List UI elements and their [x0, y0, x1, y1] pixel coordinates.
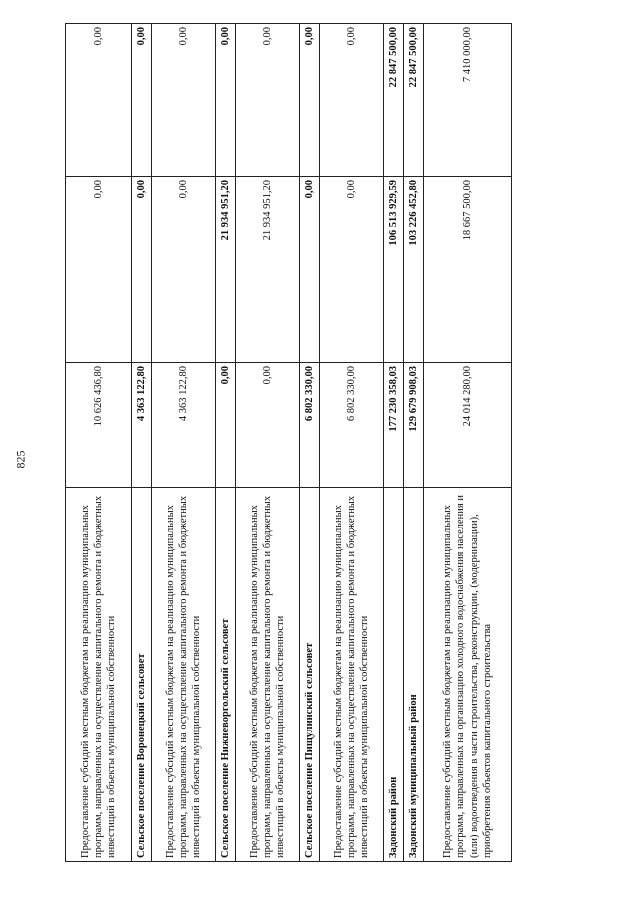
row-label: Сельское поселение Нижневоргольский сельсовет — [216, 488, 236, 862]
value-col-2: 103 226 452,80 — [404, 177, 424, 363]
value-col-2: 0,00 — [320, 177, 384, 363]
row-label: Предоставление субсидий местным бюджетам на реализацию муниципальных программ, направленных на осуществление капитального ремонта и бюджетных инвестиций в объекты муниципальной собственности — [320, 488, 384, 862]
value-col-1: 0,00 — [236, 363, 300, 488]
value-col-2: 21 934 951,20 — [236, 177, 300, 363]
value-col-2: 0,00 — [132, 177, 152, 363]
value-col-3: 0,00 — [320, 24, 384, 177]
value-col-2: 18 667 500,00 — [424, 177, 512, 363]
row-label: Предоставление субсидий местным бюджетам на реализацию муниципальных программ, направленных на осуществление капитального ремонта и бюджетных инвестиций в объекты муниципальной собственности — [152, 488, 216, 862]
value-col-3: 0,00 — [236, 24, 300, 177]
value-col-1: 24 014 280,00 — [424, 363, 512, 488]
table-row — [66, 24, 132, 862]
value-col-3: 0,00 — [152, 24, 216, 177]
page-number: 825 — [13, 450, 28, 469]
value-col-2: 0,00 — [66, 177, 132, 363]
value-col-2: 0,00 — [152, 177, 216, 363]
table-row — [152, 24, 216, 862]
row-label: Предоставление субсидий местным бюджетам на реализацию муниципальных программ, направленных на осуществление капитального ремонта и бюджетных инвестиций в объекты муниципальной собственности — [66, 488, 132, 862]
table-row — [320, 24, 384, 862]
value-col-3: 0,00 — [300, 24, 320, 177]
row-label: Задонский муниципальный район — [404, 488, 424, 862]
value-col-1: 6 802 330,00 — [300, 363, 320, 488]
table-row — [384, 24, 404, 862]
budget-table-rotated — [65, 24, 511, 862]
value-col-2: 0,00 — [300, 177, 320, 363]
table-row — [424, 24, 512, 862]
value-col-1: 4 363 122,80 — [152, 363, 216, 488]
value-col-1: 4 363 122,80 — [132, 363, 152, 488]
value-col-1: 177 230 358,03 — [384, 363, 404, 488]
value-col-3: 22 847 500,00 — [404, 24, 424, 177]
value-col-3: 22 847 500,00 — [384, 24, 404, 177]
row-label: Сельское поселение Воронецкий сельсовет — [132, 488, 152, 862]
value-col-2: 106 513 929,59 — [384, 177, 404, 363]
table-row — [132, 24, 152, 862]
row-label: Предоставление субсидий местным бюджетам на реализацию муниципальных программ, направленных на организацию холодного водоснабжения населения и (или) водоотведения в части строительства, реконструкции, (модернизации), приобретения объектов капитального строительства — [424, 488, 512, 862]
table-row — [236, 24, 300, 862]
row-label: Сельское поселение Пищулинский сельсовет — [300, 488, 320, 862]
table-row — [300, 24, 320, 862]
table-row — [404, 24, 424, 862]
row-label: Предоставление субсидий местным бюджетам на реализацию муниципальных программ, направленных на осуществление капитального ремонта и бюджетных инвестиций в объекты муниципальной собственности — [236, 488, 300, 862]
table-row — [216, 24, 236, 862]
row-label: Задонский район — [384, 488, 404, 862]
budget-table — [65, 23, 512, 862]
value-col-3: 0,00 — [132, 24, 152, 177]
value-col-1: 10 626 436,80 — [66, 363, 132, 488]
value-col-3: 0,00 — [216, 24, 236, 177]
value-col-2: 21 934 951,20 — [216, 177, 236, 363]
value-col-1: 6 802 330,00 — [320, 363, 384, 488]
value-col-1: 129 679 908,03 — [404, 363, 424, 488]
value-col-3: 0,00 — [66, 24, 132, 177]
value-col-3: 7 410 000,00 — [424, 24, 512, 177]
value-col-1: 0,00 — [216, 363, 236, 488]
